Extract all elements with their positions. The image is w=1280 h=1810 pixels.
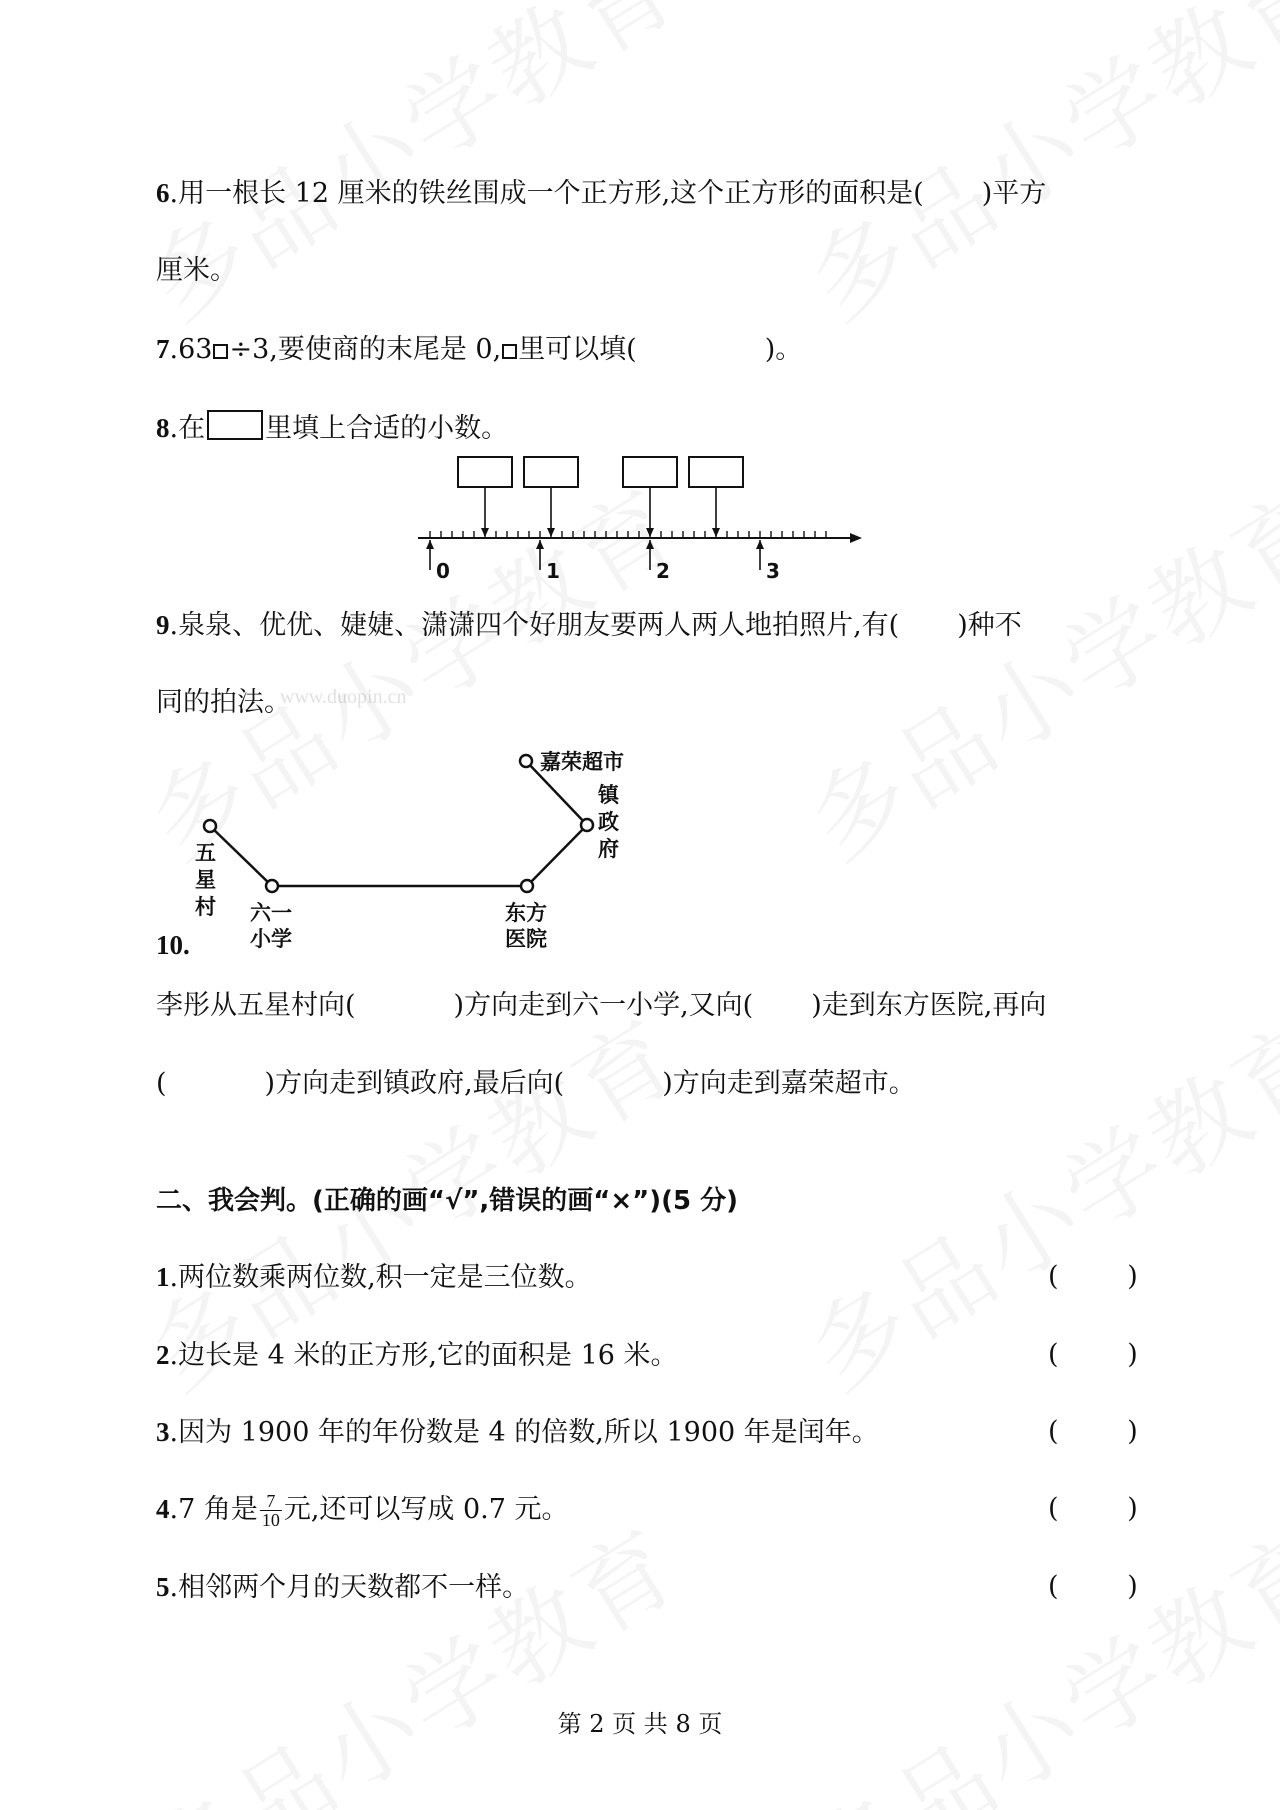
box-arrowhead: [481, 528, 489, 537]
question-text: )走到东方医院,再向: [811, 990, 1047, 1021]
integer-arrowhead: [646, 540, 654, 549]
fraction-numerator: 7: [266, 1491, 276, 1511]
question-text: .用一根长 12 厘米的铁丝围成一个正方形,这个正方形的面积是(: [169, 178, 924, 209]
question-10-line-1: [156, 988, 1046, 1024]
question-7: [156, 331, 802, 368]
route-segment: [527, 825, 587, 886]
question-number: 7: [156, 334, 170, 364]
number-line-boxes: [458, 457, 743, 537]
question-9-continued: [156, 685, 291, 721]
question-text: .在: [169, 413, 206, 444]
question-number: 3: [156, 1417, 170, 1447]
fraction: [260, 1492, 282, 1529]
question-number: 8: [156, 413, 170, 443]
judge-answer-3[interactable]: ( ): [1048, 1416, 1138, 1447]
integer-label: 1: [546, 559, 560, 583]
integer-label: 2: [656, 559, 670, 583]
judge-answer-1[interactable]: ( ): [1048, 1261, 1138, 1292]
question-number: 9: [156, 610, 170, 640]
question-text: 同的拍法。: [156, 687, 291, 718]
question-number: 2: [156, 1340, 170, 1370]
question-text: 李彤从五星村向(: [156, 990, 356, 1021]
integer-arrowhead: [426, 540, 434, 549]
place-marker-zhengfu: [581, 819, 593, 831]
judge-item-1: [156, 1259, 592, 1296]
place-marker-jiarong: [520, 755, 532, 767]
judge-item-4: [156, 1491, 569, 1529]
question-number: 5: [156, 1572, 170, 1602]
place-marker-liuyi: [266, 880, 278, 892]
integer-label: 0: [436, 559, 450, 583]
question-text: 元,还可以写成 0.7 元。: [283, 1494, 569, 1525]
number-line-diagram: [400, 455, 880, 590]
place-label-liuyi-1: 六一: [250, 901, 292, 925]
place-label-zhengfu: 镇政府: [598, 783, 619, 861]
question-text: .7 角是: [169, 1494, 258, 1525]
question-text: ÷3,要使商的末尾是 0,: [229, 334, 502, 365]
question-text: .63: [169, 334, 213, 365]
square-placeholder: [502, 344, 517, 359]
judge-item-2: [156, 1337, 678, 1374]
judge-answer-4[interactable]: ( ): [1048, 1493, 1138, 1524]
question-dot: .: [183, 930, 190, 960]
question-text: .泉泉、优优、婕婕、潇潇四个好朋友要两人两人地拍照片,有(: [169, 610, 900, 641]
page-footer: 第 2 页 共 8 页: [557, 1710, 723, 1738]
number-line-ticks: [418, 531, 862, 570]
judge-item-5: [156, 1569, 529, 1606]
question-10-number: [156, 927, 190, 964]
answer-box: [524, 457, 578, 487]
box-arrowhead: [712, 528, 720, 537]
answer-box: [458, 457, 512, 487]
question-number: 1: [156, 1262, 170, 1292]
question-text: .相邻两个月的天数都不一样。: [169, 1572, 530, 1603]
judge-item-3: [156, 1414, 879, 1451]
question-6: [156, 175, 1046, 212]
question-text: )。: [764, 334, 803, 365]
integer-label: 3: [766, 559, 780, 583]
question-10-line-2: [156, 1066, 916, 1102]
place-marker-wuxingcun: [204, 820, 216, 832]
box-arrowhead: [646, 528, 654, 537]
place-label-wuxingcun: 五星村: [195, 841, 216, 919]
place-label-dongfang-2: 医院: [505, 927, 547, 951]
question-text: )方向走到嘉荣超市。: [662, 1068, 916, 1099]
place-marker-dongfang: [521, 880, 533, 892]
question-text: .边长是 4 米的正方形,它的面积是 16 米。: [169, 1340, 678, 1371]
question-text: (: [156, 1068, 167, 1099]
integer-arrowhead: [756, 540, 764, 549]
box-arrowhead: [547, 528, 555, 537]
question-number: 4: [156, 1494, 170, 1524]
question-6-continued: [156, 253, 237, 289]
question-text: )平方: [981, 178, 1047, 209]
section-2-title: 二、我会判。(正确的画“√”,错误的画“×”)(5 分): [156, 1186, 739, 1216]
question-text: )种不: [957, 610, 1022, 641]
question-9: [156, 607, 1022, 644]
question-text: .两位数乘两位数,积一定是三位数。: [169, 1262, 592, 1293]
place-label-liuyi-2: 小学: [250, 927, 292, 951]
question-text: .因为 1900 年的年份数是 4 的倍数,所以 1900 年是闰年。: [169, 1417, 879, 1448]
question-text: 里填上合适的小数。: [265, 413, 509, 444]
square-placeholder: [213, 344, 228, 359]
question-text: 厘米。: [156, 255, 237, 286]
route-map-diagram: [180, 740, 680, 960]
judge-answer-2[interactable]: ( ): [1048, 1339, 1138, 1370]
fraction-denominator: 10: [261, 1510, 280, 1530]
axis-arrowhead: [850, 533, 862, 543]
place-label-dongfang-1: 东方: [505, 901, 547, 925]
question-text: )方向走到镇政府,最后向(: [264, 1068, 565, 1099]
integer-arrowhead: [536, 540, 544, 549]
place-label-jiarong: 嘉荣超市: [540, 750, 624, 774]
box-placeholder: [207, 410, 263, 440]
watermark-url: www.duopin.cn: [280, 686, 407, 708]
question-number: 6: [156, 178, 170, 208]
answer-box: [623, 457, 677, 487]
question-number: 10: [156, 930, 183, 960]
question-text: 里可以填(: [518, 334, 637, 365]
question-8: [156, 410, 508, 447]
number-line-labels: [436, 559, 780, 583]
judge-answer-5[interactable]: ( ): [1048, 1571, 1138, 1602]
answer-box: [689, 457, 743, 487]
route-segment: [210, 826, 272, 886]
question-text: )方向走到六一小学,又向(: [453, 990, 754, 1021]
